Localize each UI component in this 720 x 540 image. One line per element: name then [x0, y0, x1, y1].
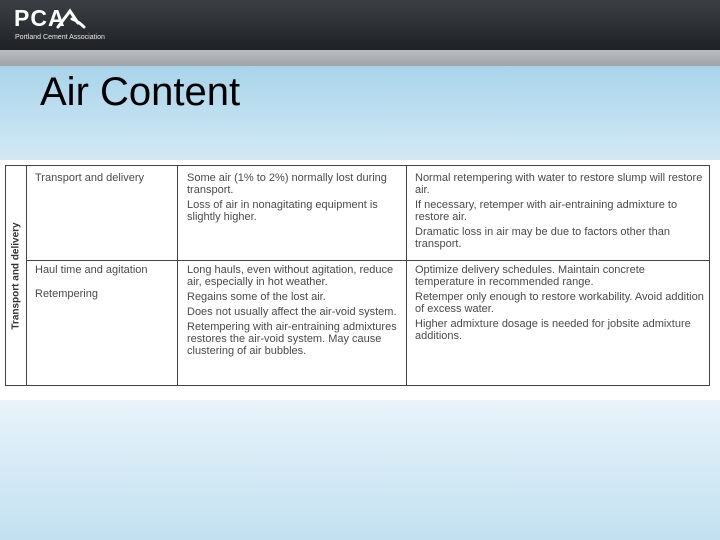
side-label: Transport and delivery: [10, 222, 22, 330]
guidance-text: Higher admixture dosage is needed for jobsite admixture additions.: [415, 318, 691, 342]
row2-guidance: [415, 264, 705, 345]
row-divider: [27, 260, 710, 261]
logo-subtitle: Portland Cement Association: [15, 34, 105, 41]
row2-factor: [35, 264, 175, 303]
effect-text: Some air (1% to 2%) normally lost during transport.: [187, 172, 387, 196]
logo-swoosh-icon: [56, 7, 86, 29]
row1-effect: [187, 172, 402, 226]
effect-text: Retempering with air-entraining admixtures restores the air-void system. May cause clustering of air bubbles.: [187, 321, 397, 357]
air-content-table: [5, 165, 710, 386]
pca-logo[interactable]: [12, 3, 132, 47]
factor-text: Retempering: [35, 288, 98, 300]
guidance-text: Optimize delivery schedules. Maintain concrete temperature in recommended range.: [415, 264, 645, 288]
slide-title: Air Content: [40, 70, 241, 114]
factor-text: Haul time and agitation: [35, 264, 148, 276]
row1-guidance: [415, 172, 705, 253]
guidance-text: If necessary, retemper with air-entraining admixture to restore air.: [415, 199, 678, 223]
guidance-text: Retemper only enough to restore workability. Avoid addition of excess water.: [415, 291, 704, 315]
effect-text: Long hauls, even without agitation, reduce air, especially in hot weather.: [187, 264, 394, 288]
header-strip: [0, 50, 720, 66]
effect-text: Regains some of the lost air.: [187, 291, 326, 303]
logo-mark: PCA: [14, 5, 66, 31]
factor-text: Transport and delivery: [35, 172, 145, 184]
column-divider: [177, 166, 178, 385]
header-bar: [0, 0, 720, 50]
effect-text: Loss of air in nonagitating equipment is slightly higher.: [187, 199, 378, 223]
column-divider: [406, 166, 407, 385]
guidance-text: Dramatic loss in air may be due to factors other than transport.: [415, 226, 670, 250]
table-side-header: [6, 166, 27, 385]
row2-effect: [187, 264, 397, 360]
effect-text: Does not usually affect the air-void system.: [187, 306, 397, 318]
row1-factor: [35, 172, 175, 187]
guidance-text: Normal retempering with water to restore slump will restore air.: [415, 172, 703, 196]
